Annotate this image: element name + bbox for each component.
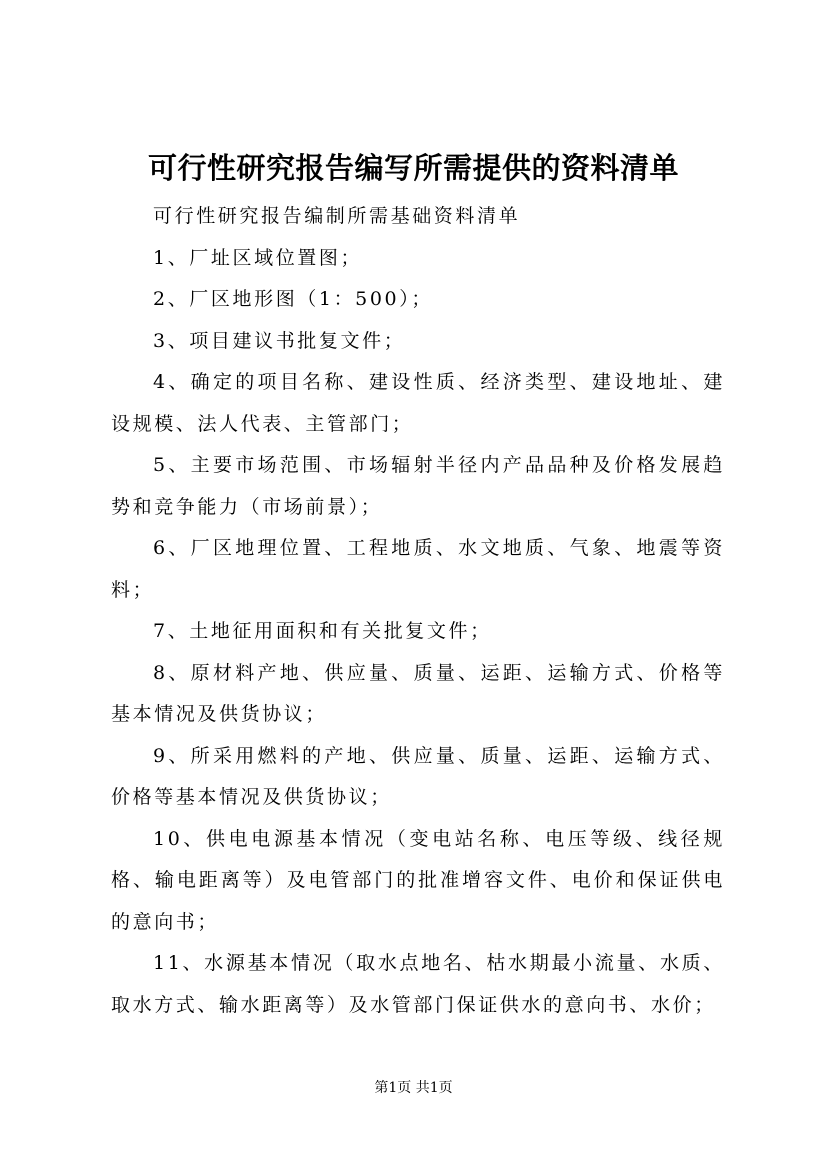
list-item: 5、主要市场范围、市场辐射半径内产品品种及价格发展趋势和竞争能力（市场前景）； — [111, 454, 725, 518]
subtitle-paragraph: 可行性研究报告编制所需基础资料清单 — [153, 205, 521, 227]
list-item: 8、原材料产地、供应量、质量、运距、运输方式、价格等基本情况及供货协议； — [111, 661, 725, 725]
list-item: 4、确定的项目名称、建设性质、经济类型、建设地址、建设规模、法人代表、主管部门； — [111, 371, 725, 435]
list-item: 7、土地征用面积和有关批复文件； — [153, 620, 492, 642]
list-item: 6、厂区地理位置、工程地质、水文地质、气象、地震等资料； — [111, 537, 725, 601]
document-body — [111, 196, 725, 1026]
document-title: 可行性研究报告编写所需提供的资料清单 — [147, 151, 679, 185]
list-item: 11、水源基本情况（取水点地名、枯水期最小流量、水质、取水方式、输水距离等）及水管部门保证供水的意向书、水价； — [111, 952, 725, 1016]
list-item: 10、供电电源基本情况（变电站名称、电压等级、线径规格、输电距离等）及电管部门的批准增容文件、电价和保证供电的意向书； — [111, 827, 725, 933]
list-item: 9、所采用燃料的产地、供应量、质量、运距、运输方式、价格等基本情况及供货协议； — [111, 744, 725, 808]
list-item: 1、厂址区域位置图； — [153, 246, 363, 269]
list-item: 3、项目建议书批复文件； — [153, 329, 406, 352]
page-footer: 第1页 共1页 — [374, 1080, 453, 1096]
list-item: 2、厂区地形图（1：500）； — [153, 288, 433, 310]
